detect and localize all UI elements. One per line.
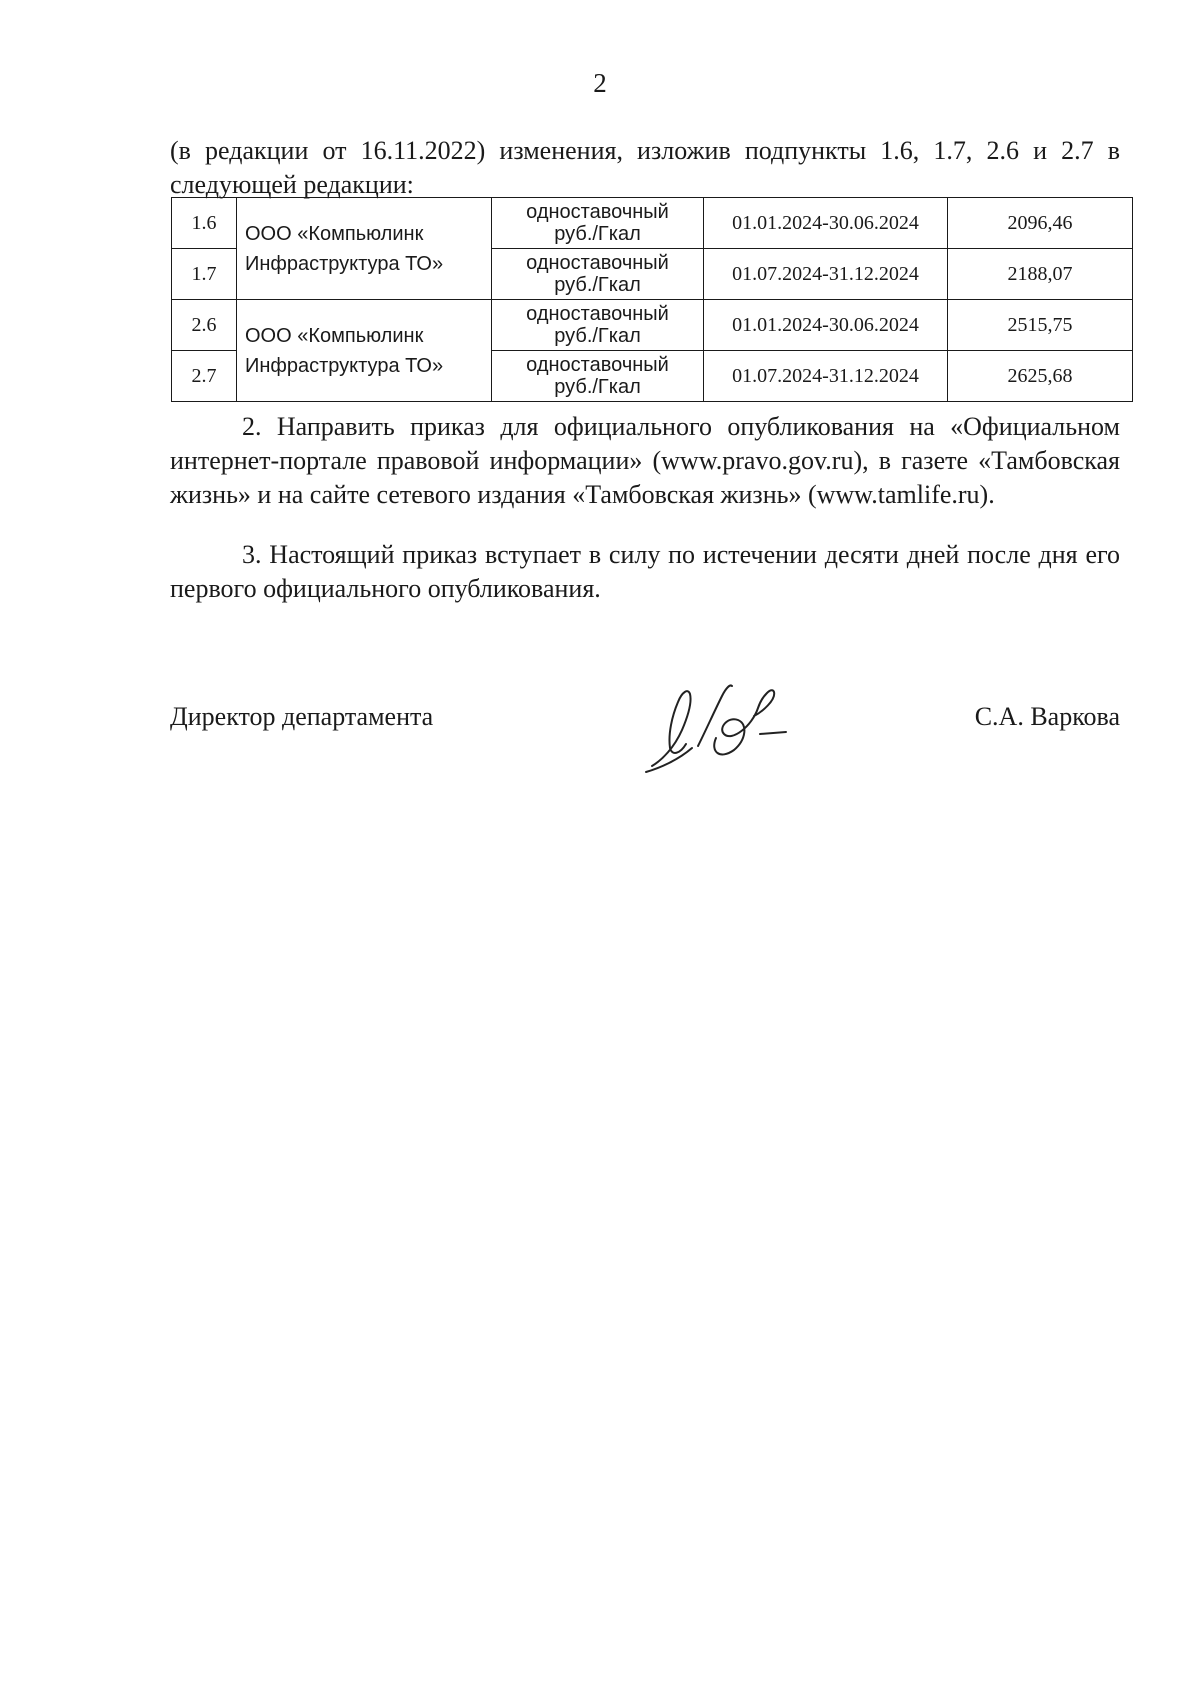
tariff-unit: руб./Гкал [554, 274, 641, 296]
period-cell: 01.01.2024-30.06.2024 [704, 198, 948, 249]
tariff-type-cell [492, 198, 704, 249]
tariff-type-cell [492, 351, 704, 402]
value-cell: 2096,46 [948, 198, 1133, 249]
paragraph-effective-date: 3. Настоящий приказ вступает в силу по истечении десяти дней после дня его первого официального опубликования. [170, 540, 1120, 603]
tariff-type-cell [492, 300, 704, 351]
tariff-unit: руб./Гкал [554, 223, 641, 245]
tariff-type: одноставочный [526, 303, 669, 325]
signatory-position: Директор департамента [170, 702, 434, 731]
value-cell: 2188,07 [948, 249, 1133, 300]
organization-name-line1: ООО «Компьюлинк [245, 324, 424, 347]
organization-cell [237, 198, 492, 300]
table-row [172, 300, 1133, 351]
row-number: 2.7 [172, 351, 237, 402]
period-cell: 01.01.2024-30.06.2024 [704, 300, 948, 351]
tariff-type: одноставочный [526, 201, 669, 223]
tariff-table [171, 197, 1133, 402]
intro-text: (в редакции от 16.11.2022) изменения, изложив подпункты 1.6, 1.7, 2.6 и 2.7 в следующей редакции: [170, 136, 1120, 199]
period-cell: 01.07.2024-31.12.2024 [704, 351, 948, 402]
row-number: 2.6 [172, 300, 237, 351]
organization-cell [237, 300, 492, 402]
period-cell: 01.07.2024-31.12.2024 [704, 249, 948, 300]
signatory-name: С.А. Варкова [974, 702, 1120, 731]
organization-name-line2: Инфраструктура ТО» [245, 252, 444, 275]
tariff-type: одноставочный [526, 252, 669, 274]
row-number: 1.7 [172, 249, 237, 300]
page-number: 2 [593, 68, 607, 98]
table-row [172, 198, 1133, 249]
row-number: 1.6 [172, 198, 237, 249]
value-cell: 2625,68 [948, 351, 1133, 402]
tariff-type-cell [492, 249, 704, 300]
organization-name-line2: Инфраструктура ТО» [245, 354, 444, 377]
tariff-unit: руб./Гкал [554, 325, 641, 347]
tariff-unit: руб./Гкал [554, 376, 641, 398]
handwritten-signature [640, 668, 800, 778]
value-cell: 2515,75 [948, 300, 1133, 351]
paragraph-publication: 2. Направить приказ для официального опубликования на «Официальном интернет-портале правовой информации» (www.pravo.gov.ru), в газете «Тамбовская жизнь» и на сайте сетевого издания «Тамбовская жизнь» (www.tamlife.ru). [170, 412, 1120, 509]
organization-name-line1: ООО «Компьюлинк [245, 222, 424, 245]
tariff-type: одноставочный [526, 354, 669, 376]
